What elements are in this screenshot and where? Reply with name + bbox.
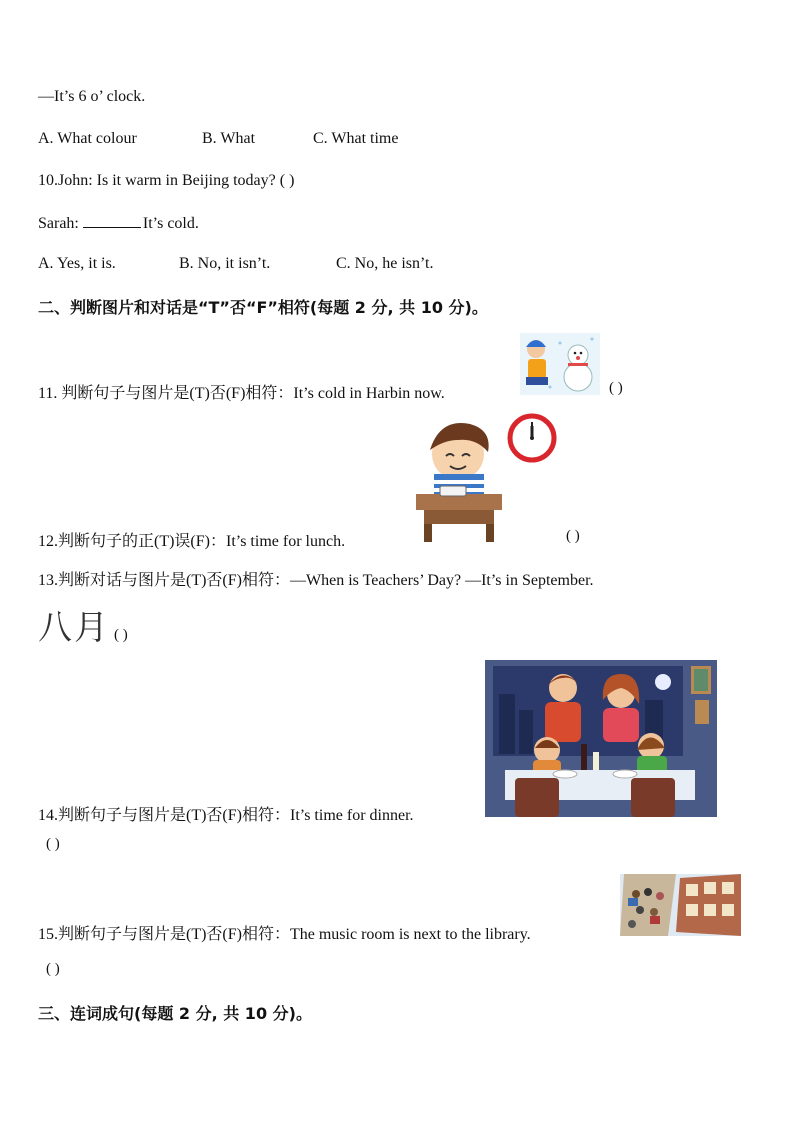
- q9-option-b: B. What: [202, 130, 256, 147]
- q11-answer-paren[interactable]: ( ): [609, 380, 623, 396]
- music-room-library-image: [620, 874, 741, 936]
- q13-text: 13.判断对话与图片是(T)否(F)相符：—When is Teachers’ Day? —It’s in September.: [38, 572, 594, 589]
- family-dinner-image: [485, 660, 717, 817]
- august-month-image: 八月: [38, 608, 110, 648]
- q9-options: [38, 130, 398, 148]
- q15-answer-paren[interactable]: ( ): [46, 961, 60, 977]
- q14-answer-paren[interactable]: ( ): [46, 836, 60, 852]
- q10-sarah-label: Sarah:: [38, 215, 79, 232]
- q14-text: 14.判断句子与图片是(T)否(F)相符：It’s time for dinner.: [38, 807, 414, 824]
- q9-option-c: C. What time: [313, 130, 399, 147]
- q15-text: 15.判断句子与图片是(T)否(F)相符：The music room is next to the library.: [38, 926, 531, 943]
- q10-options: [38, 255, 433, 273]
- q11-text: 11. 判断句子与图片是(T)否(F)相符：It’s cold in Harbin now.: [38, 385, 445, 402]
- q10-option-b: B. No, it isn’t.: [179, 255, 271, 272]
- q10-option-c: C. No, he isn’t.: [336, 255, 434, 272]
- q12-answer-paren[interactable]: ( ): [566, 528, 580, 544]
- boy-eating-lunch-image: [410, 412, 560, 544]
- q9-answer-line: —It’s 6 o’ clock.: [38, 88, 146, 105]
- child-snowman-image: [520, 333, 600, 395]
- q10-question: 10.John: Is it warm in Beijing today? ( ): [38, 172, 295, 189]
- q13-answer-paren[interactable]: ( ): [114, 627, 128, 643]
- q10-answer-blank[interactable]: [83, 213, 141, 228]
- q9-option-a: A. What colour: [38, 130, 137, 147]
- section-3-title: 三、连词成句(每题 2 分, 共 10 分)。: [38, 1004, 312, 1023]
- q12-text: 12.判断句子的正(T)误(F)：It’s time for lunch.: [38, 533, 346, 550]
- section-2-title: 二、判断图片和对话是“T”否“F”相符(每题 2 分, 共 10 分)。: [38, 298, 488, 317]
- q10-sarah-rest: It’s cold.: [142, 215, 199, 232]
- q10-option-a: A. Yes, it is.: [38, 255, 116, 272]
- q10-sarah-line: [38, 213, 199, 233]
